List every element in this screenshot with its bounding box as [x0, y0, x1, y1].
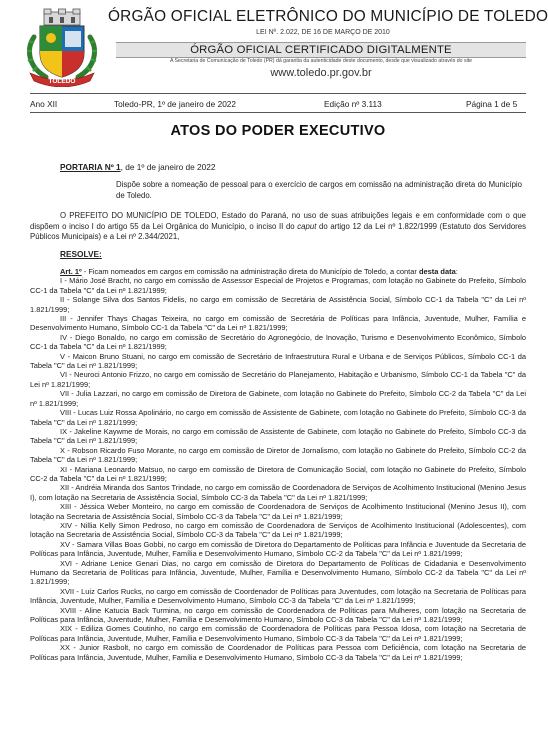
- nomination-item: XII - Andréia Miranda dos Santos Trindade, no cargo em comissão de Coordenadora de Serviços de Acolhimento Institucional (Menino Jesus I), com lotação na Secretaria de Assistência Social, Símbolo CC-3 da Tabela "C" da Lei nº 1.821/1999;: [30, 483, 526, 502]
- portaria-heading: [60, 162, 216, 172]
- gazette-title: ÓRGÃO OFICIAL ELETRÔNICO DO MUNICÍPIO DE TOLEDO: [108, 8, 548, 25]
- portaria-number: PORTARIA Nº 1: [60, 162, 121, 172]
- edition-year: Ano XII: [30, 99, 58, 109]
- nomination-item: XV - Samara Villas Boas Gobbi, no cargo em comissão de Diretora do Departamento de Políticas para Infância e Juventude da Secretaria de Políticas para Infância, Juventude, Mulher, Família e Desenvolvimento Humano, Símbolo CC-2 da Tabela "C" da Lei nº 1.821/1999;: [30, 539, 526, 559]
- portaria-date: , de 1º de janeiro de 2022: [120, 162, 216, 172]
- nomination-item: XX - Junior Rasbolt, no cargo em comissão de Coordenador de Políticas para Pessoa com Deficiência, com lotação na Secretaria de Políticas para Infância, Juventude, Mulher, Família e Desenvolvimento Humano, Símbolo CC-3 da Tabela "C" da Lei nº 1.821/1999;: [30, 643, 526, 662]
- nomination-item: V - Maicon Bruno Stuani, no cargo em comissão de Secretário de Infraestrutura Rural e Urbana e de Serviços Públicos, Símbolo CC-1 da Tabela "C" da Lei nº 1.821/1999;: [30, 351, 526, 371]
- page-number: Página 1 de 5: [466, 99, 518, 109]
- gazette-law-reference: LEI Nº. 2.022, DE 16 DE MARÇO DE 2010: [256, 29, 390, 36]
- certified-banner: ÓRGÃO OFICIAL CERTIFICADO DIGITALMENTE: [116, 42, 526, 58]
- nomination-item: X - Robson Ricardo Fuso Morante, no cargo em comissão de Diretor de Jornalismo, com lotação no Gabinete do Prefeito, Símbolo CC-2 da Tabela "C" da Lei nº 1.821/1999;: [30, 445, 526, 465]
- nomination-item: IV - Diego Bonaldo, no cargo em comissão de Secretário do Agronegócio, de Inovação, Turismo e Desenvolvimento Econômico, Símbolo CC-1 da Tabela "C" da Lei nº 1.821/1999;: [30, 332, 526, 352]
- nomination-item: IX - Jakeline Kaywme de Morais, no cargo em comissão de Assistente de Gabinete, com lotação no Gabinete do Prefeito, Símbolo CC-3 da Tabela "C" da Lei nº 1.821/1999;: [30, 426, 526, 446]
- nomination-item: I - Mário José Bracht, no cargo em comissão de Assessor Especial de Projetos e Programas, com lotação no Gabinete do Prefeito, Símbolo CC-1 da Tabela "C" da Lei nº 1.821/1999;: [30, 276, 526, 295]
- preamble: O PREFEITO DO MUNICÍPIO DE TOLEDO, Estado do Paraná, no uso de suas atribuições legais e em conformidade com o que dispõem o inciso I do artigo 55 da Lei Orgânica do Município, o inciso II do caput do artigo 12 da Lei nº 1.822/1999 (Estatuto dos Servidores Públicos Municipais) e a Lei nº 2.344/2021,: [30, 211, 526, 241]
- nomination-item: VII - Julia Lazzari, no cargo em comissão de Diretora de Gabinete, com lotação no Gabinete do Prefeito, Símbolo CC-2 da Tabela "C" da Lei nº 1.821/1999;: [30, 389, 526, 408]
- nomination-item: II - Solange Silva dos Santos Fidelis, no cargo em comissão de Secretária de Assistência Social, Símbolo CC-1 da Tabela "C" da Lei nº 1.821/1999;: [30, 295, 526, 314]
- nomination-item: VI - Neuroci Antonio Frizzo, no cargo em comissão de Secretário do Planejamento, Habitação e Urbanismo, Símbolo CC-1 da Tabela "C" da Lei nº 1.821/1999;: [30, 370, 526, 389]
- section-title: ATOS DO PODER EXECUTIVO: [170, 123, 386, 139]
- nomination-item: XVI - Adriane Lenice Genari Dias, no cargo em comissão de Diretora do Departamento de Políticas de Cidadania e Desenvolvimento Humano da Secretaria de Políticas para Infância, Juventude, Mulher, Família e Desenvolvimento Humano, Símbolo CC-2 da Tabela "C" da Lei nº 1.821/1999;: [30, 558, 526, 587]
- edition-number: Edição nº 3.113: [324, 99, 382, 109]
- article-1-lead: Art. 1º - Ficam nomeados em cargos em comissão na administração direta do Município de Toledo, a contar desta data:: [60, 267, 458, 276]
- article-body: [30, 267, 526, 662]
- nomination-item: XVIII - Aline Katucia Back Turmina, no cargo em comissão de Coordenadora de Políticas para Mulheres, com lotação na Secretaria de Políticas para Infância, Juventude, Mulher, Família e Desenvolvimento Humano, Símbolo CC-3 da Tabela "C" da Lei nº 1.821/1999;: [30, 605, 526, 625]
- header-divider-bottom: [30, 112, 526, 113]
- crest-ribbon-text: TOLEDO: [48, 78, 76, 85]
- header-divider-top: [30, 93, 526, 94]
- municipal-crest-icon: [24, 7, 100, 87]
- nomination-item: XIII - Jéssica Weber Monteiro, no cargo em comissão de Coordenadora de Serviços de Acolhimento Institucional (Menino Jesus II), com lotação na Secretaria de Assistência Social, Símbolo CC-3 da Tabela "C" da Lei nº 1.821/1999;: [30, 502, 526, 521]
- nomination-item: XI - Mariana Leonardo Matsuo, no cargo em comissão de Diretora de Comunicação Social, com lotação no Gabinete do Prefeito, Símbolo CC-2 da Tabela "C" da Lei nº 1.821/1999;: [30, 464, 526, 483]
- certification-note: A Secretaria de Comunicação de Toledo (PR) dá garantia da autenticidade deste documento, desde que visualizado através do site: [169, 58, 473, 64]
- nomination-item: XVII - Luiz Carlos Rucks, no cargo em comissão de Coordenador de Políticas para Juventudes, com lotação na Secretaria de Políticas para Infância, Juventude, Mulher, Família e Desenvolvimento Humano, Símbolo CC-3 da Tabela "C" da Lei nº 1.821/1999;: [30, 586, 526, 606]
- nomination-item: XIV - Nillia Kelly Simon Pedroso, no cargo em comissão de Coordenadora de Serviços de Acolhimento Institucional (Adolescentes), com lotação na Secretaria de Assistência Social, Símbolo CC-3 da Tabela "C" da Lei nº 1.821/1999;: [30, 520, 526, 540]
- resolve-heading: RESOLVE:: [60, 249, 102, 259]
- nomination-item: III - Jennifer Thays Chagas Teixeira, no cargo em comissão de Secretária de Políticas para Infância, Juventude, Mulher, Família e Desenvolvimento Humano, Símbolo CC-1 da Tabela "C" da Lei nº 1.821/1999;: [30, 314, 526, 333]
- ementa: Dispõe sobre a nomeação de pessoal para o exercício de cargos em comissão na administração direta do Município de Toledo.: [116, 180, 522, 200]
- nomination-item: XIX - Ediliza Gomes Coutinho, no cargo em comissão de Coordenadora de Políticas para Pessoa Idosa, com lotação na Secretaria de Políticas para Infância, Juventude, Mulher, Família e Desenvolvimento Humano, Símbolo CC-3 da Tabela "C" da Lei nº 1.821/1999;: [30, 624, 526, 643]
- nomination-item: VIII - Lucas Luiz Rossa Apolinário, no cargo em comissão de Assistente de Gabinete, com lotação no Gabinete do Prefeito, Símbolo CC-3 da Tabela "C" da Lei nº 1.821/1999;: [30, 408, 526, 427]
- edition-place-date: Toledo-PR, 1º de janeiro de 2022: [114, 99, 237, 109]
- website-link[interactable]: www.toledo.pr.gov.br: [270, 67, 372, 79]
